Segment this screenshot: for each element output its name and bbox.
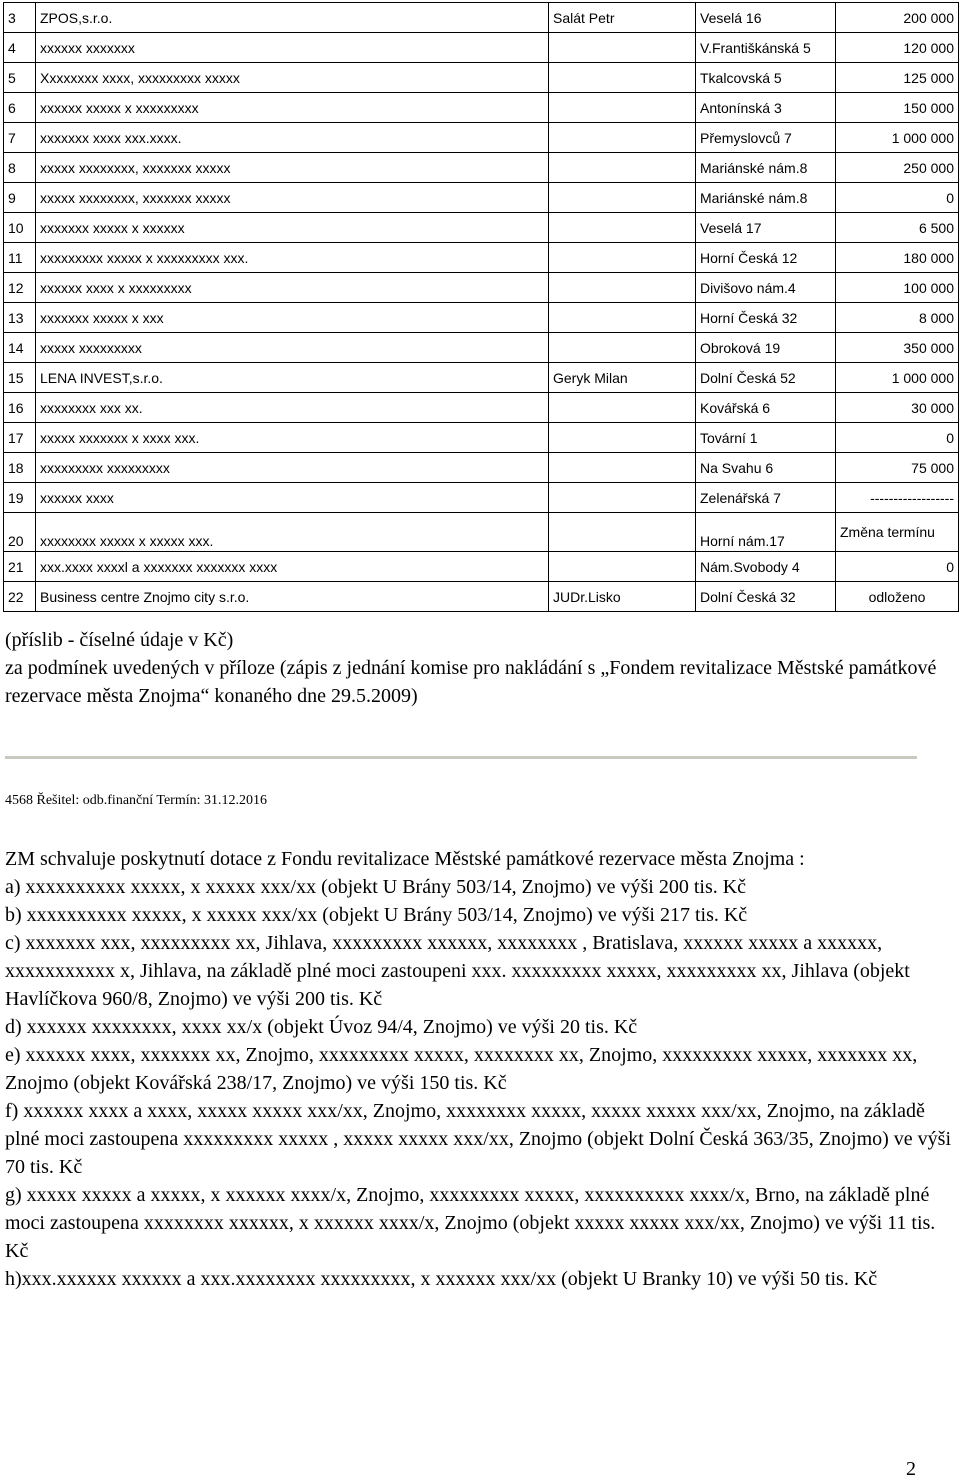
property-address-cell: Veselá 16	[696, 3, 836, 33]
grant-amount-cell: 200 000	[836, 3, 959, 33]
property-address-cell: Horní Česká 32	[696, 303, 836, 333]
table-row	[4, 153, 959, 183]
applicant-name-cell: xxxxxx xxxxxxx	[36, 33, 549, 63]
grant-amount-cell: 0	[836, 552, 959, 582]
row-number-cell: 3	[4, 3, 36, 33]
property-address-cell: Obroková 19	[696, 333, 836, 363]
grant-amount-cell: 30 000	[836, 393, 959, 423]
note-line-2: za podmínek uvedených v příloze (zápis z jednání komise pro nakládání s „Fondem revitalizace Městské památkové rezervace města Znojma“ konaného dne 29.5.2009)	[5, 657, 937, 707]
page-number: 2	[906, 1458, 916, 1480]
table-row	[4, 393, 959, 423]
property-address-cell: Přemyslovců 7	[696, 123, 836, 153]
table-row	[4, 483, 959, 513]
task-line: 4568 Řešitel: odb.finanční Termín: 31.12.2016	[5, 793, 268, 808]
contact-person-cell	[549, 93, 696, 123]
row-number-cell: 7	[4, 123, 36, 153]
table-row	[4, 453, 959, 483]
applicant-name-cell: xxxxxx xxxxx x xxxxxxxxx	[36, 93, 549, 123]
contact-person-cell	[549, 393, 696, 423]
property-address-cell: Nám.Svobody 4	[696, 552, 836, 582]
row-number-cell: 11	[4, 243, 36, 273]
table-row	[4, 303, 959, 333]
property-address-cell: V.Františkánská 5	[696, 33, 836, 63]
resolution-item-h: h)xxx.xxxxxx xxxxxx a xxx.xxxxxxxx xxxxxxxxx, x xxxxxx xxx/xx (objekt U Branky 10) ve výši 50 tis. Kč	[5, 1268, 878, 1290]
resolution-item-a: a) xxxxxxxxxx xxxxx, x xxxxx xxx/xx (objekt U Brány 503/14, Znojmo) ve výši 200 tis. Kč	[5, 876, 747, 898]
table-row	[4, 273, 959, 303]
table-row	[4, 63, 959, 93]
table-row	[4, 123, 959, 153]
property-address-cell: Tkalcovská 5	[696, 63, 836, 93]
grant-table	[3, 2, 959, 612]
applicant-name-cell: xxxxxx xxxx	[36, 483, 549, 513]
grant-amount-cell: 1 000 000	[836, 123, 959, 153]
property-address-cell: Veselá 17	[696, 213, 836, 243]
contact-person-cell: JUDr.Lisko	[549, 582, 696, 612]
row-number-cell: 18	[4, 453, 36, 483]
property-address-cell: Tovární 1	[696, 423, 836, 453]
grant-amount-cell: 100 000	[836, 273, 959, 303]
resolution-intro: ZM schvaluje poskytnutí dotace z Fondu revitalizace Městské památkové rezervace města Znojma :	[5, 848, 805, 870]
property-address-cell: Na Svahu 6	[696, 453, 836, 483]
table-row	[4, 552, 959, 582]
row-number-cell: 10	[4, 213, 36, 243]
applicant-name-cell: xxx.xxxx xxxxl a xxxxxxx xxxxxxx xxxx	[36, 552, 549, 582]
grant-amount-cell: 250 000	[836, 153, 959, 183]
contact-person-cell	[549, 273, 696, 303]
table-row	[4, 513, 959, 552]
property-address-cell: Dolní Česká 52	[696, 363, 836, 393]
property-address-cell: Zelenářská 7	[696, 483, 836, 513]
applicant-name-cell: ZPOS,s.r.o.	[36, 3, 549, 33]
row-number-cell: 15	[4, 363, 36, 393]
row-number-cell: 14	[4, 333, 36, 363]
applicant-name-cell: xxxxxxxx xxx xx.	[36, 393, 549, 423]
applicant-name-cell: xxxxx xxxxxxxx, xxxxxxx xxxxx	[36, 183, 549, 213]
contact-person-cell	[549, 423, 696, 453]
table-row	[4, 213, 959, 243]
grant-amount-cell: 0	[836, 183, 959, 213]
resolution-item-e: e) xxxxxx xxxx, xxxxxxx xx, Znojmo, xxxxxxxxx xxxxx, xxxxxxxx xx, Znojmo, xxxxxxxxx xxxxx, xxxxxxx xx, Znojmo (objekt Kovářská 238/17, Znojmo) ve výši 150 tis. Kč	[5, 1044, 918, 1094]
contact-person-cell	[549, 243, 696, 273]
resolution-item-f: f) xxxxxx xxxx a xxxx, xxxxx xxxxx xxx/xx, Znojmo, xxxxxxxx xxxxx, xxxxx xxxxx xxx/xx, Znojmo, na základě plné moci zastoupena xxxxxxxxx xxxxx , xxxxx xxxxx xxx/xx, Znojmo (objekt Dolní Česká 363/35, Znojmo) ve výši 70 tis. Kč	[5, 1100, 952, 1178]
row-number-cell: 4	[4, 33, 36, 63]
grant-amount-cell: ------------------	[836, 483, 959, 513]
grant-amount-cell: 350 000	[836, 333, 959, 363]
row-number-cell: 22	[4, 582, 36, 612]
property-address-cell: Mariánské nám.8	[696, 153, 836, 183]
contact-person-cell	[549, 483, 696, 513]
property-address-cell: Horní nám.17	[696, 513, 836, 552]
grant-amount-cell: Změna termínu	[836, 513, 959, 552]
table-row	[4, 363, 959, 393]
row-number-cell: 9	[4, 183, 36, 213]
contact-person-cell	[549, 33, 696, 63]
contact-person-cell	[549, 552, 696, 582]
row-number-cell: 12	[4, 273, 36, 303]
applicant-name-cell: xxxxx xxxxxxxx, xxxxxxx xxxxx	[36, 153, 549, 183]
resolution-item-c: c) xxxxxxx xxx, xxxxxxxxx xx, Jihlava, xxxxxxxxx xxxxxx, xxxxxxxx , Bratislava, xxxxxx xxxxx a xxxxxx, xxxxxxxxxxx x, Jihlava, na základě plné moci zastoupeni xxx. xxxxxxxxx xxxxx, xxxxxxxxx xx, Jihlava (objekt Havlíčkova 960/8, Znojmo) ve výši 200 tis. Kč	[5, 932, 910, 1010]
table-row	[4, 183, 959, 213]
row-number-cell: 17	[4, 423, 36, 453]
resolution-item-d: d) xxxxxx xxxxxxxx, xxxx xx/x (objekt Úvoz 94/4, Znojmo) ve výši 20 tis. Kč	[5, 1016, 638, 1038]
contact-person-cell	[549, 303, 696, 333]
grant-amount-cell: 75 000	[836, 453, 959, 483]
contact-person-cell	[549, 513, 696, 552]
table-row	[4, 3, 959, 33]
grant-amount-cell: 0	[836, 423, 959, 453]
grant-amount-cell: 6 500	[836, 213, 959, 243]
section-divider	[5, 756, 917, 759]
row-number-cell: 21	[4, 552, 36, 582]
contact-person-cell: Geryk Milan	[549, 363, 696, 393]
applicant-name-cell: xxxxx xxxxxxx x xxxx xxx.	[36, 423, 549, 453]
property-address-cell: Mariánské nám.8	[696, 183, 836, 213]
grant-amount-cell: 120 000	[836, 33, 959, 63]
applicant-name-cell: Xxxxxxxx xxxx, xxxxxxxxx xxxxx	[36, 63, 549, 93]
table-row	[4, 93, 959, 123]
commitment-note	[5, 626, 955, 710]
grant-amount-cell: 1 000 000	[836, 363, 959, 393]
applicant-name-cell: xxxxxxxx xxxxx x xxxxx xxx.	[36, 513, 549, 552]
table-row	[4, 243, 959, 273]
resolution-text	[5, 845, 955, 1293]
applicant-name-cell: xxxxxxxxx xxxxx x xxxxxxxxx xxx.	[36, 243, 549, 273]
table-row	[4, 333, 959, 363]
applicant-name-cell: Business centre Znojmo city s.r.o.	[36, 582, 549, 612]
contact-person-cell	[549, 333, 696, 363]
contact-person-cell: Salát Petr	[549, 3, 696, 33]
note-line-1: (příslib - číselné údaje v Kč)	[5, 629, 234, 651]
row-number-cell: 16	[4, 393, 36, 423]
resolution-item-g: g) xxxxx xxxxx a xxxxx, x xxxxxx xxxx/x, Znojmo, xxxxxxxxx xxxxx, xxxxxxxxxx xxxx/x, Brno, na základě plné moci zastoupena xxxxxxxx xxxxxx, x xxxxxx xxxx/x, Znojmo (objekt xxxxx xxxxx xxx/xx, Znojmo) ve výši 11 tis. Kč	[5, 1184, 936, 1262]
row-number-cell: 13	[4, 303, 36, 333]
row-number-cell: 6	[4, 93, 36, 123]
table-row	[4, 33, 959, 63]
contact-person-cell	[549, 63, 696, 93]
row-number-cell: 8	[4, 153, 36, 183]
applicant-name-cell: xxxxx xxxxxxxxx	[36, 333, 549, 363]
applicant-name-cell: xxxxxxx xxxxx x xxx	[36, 303, 549, 333]
grant-table-body	[4, 3, 959, 612]
table-row	[4, 423, 959, 453]
property-address-cell: Dolní Česká 32	[696, 582, 836, 612]
row-number-cell: 5	[4, 63, 36, 93]
property-address-cell: Divišovo nám.4	[696, 273, 836, 303]
row-number-cell: 19	[4, 483, 36, 513]
grant-amount-cell: 180 000	[836, 243, 959, 273]
applicant-name-cell: xxxxxxx xxxx xxx.xxxx.	[36, 123, 549, 153]
contact-person-cell	[549, 183, 696, 213]
contact-person-cell	[549, 153, 696, 183]
grant-amount-cell: odloženo	[836, 582, 959, 612]
table-row	[4, 582, 959, 612]
property-address-cell: Antonínská 3	[696, 93, 836, 123]
row-number-cell: 20	[4, 513, 36, 552]
grant-amount-cell: 8 000	[836, 303, 959, 333]
applicant-name-cell: xxxxxxx xxxxx x xxxxxx	[36, 213, 549, 243]
grant-amount-cell: 150 000	[836, 93, 959, 123]
contact-person-cell	[549, 123, 696, 153]
property-address-cell: Kovářská 6	[696, 393, 836, 423]
property-address-cell: Horní Česká 12	[696, 243, 836, 273]
applicant-name-cell: xxxxxx xxxx x xxxxxxxxx	[36, 273, 549, 303]
contact-person-cell	[549, 213, 696, 243]
grant-amount-cell: 125 000	[836, 63, 959, 93]
resolution-item-b: b) xxxxxxxxxx xxxxx, x xxxxx xxx/xx (objekt U Brány 503/14, Znojmo) ve výši 217 tis. Kč	[5, 904, 748, 926]
applicant-name-cell: xxxxxxxxx xxxxxxxxx	[36, 453, 549, 483]
contact-person-cell	[549, 453, 696, 483]
applicant-name-cell: LENA INVEST,s.r.o.	[36, 363, 549, 393]
